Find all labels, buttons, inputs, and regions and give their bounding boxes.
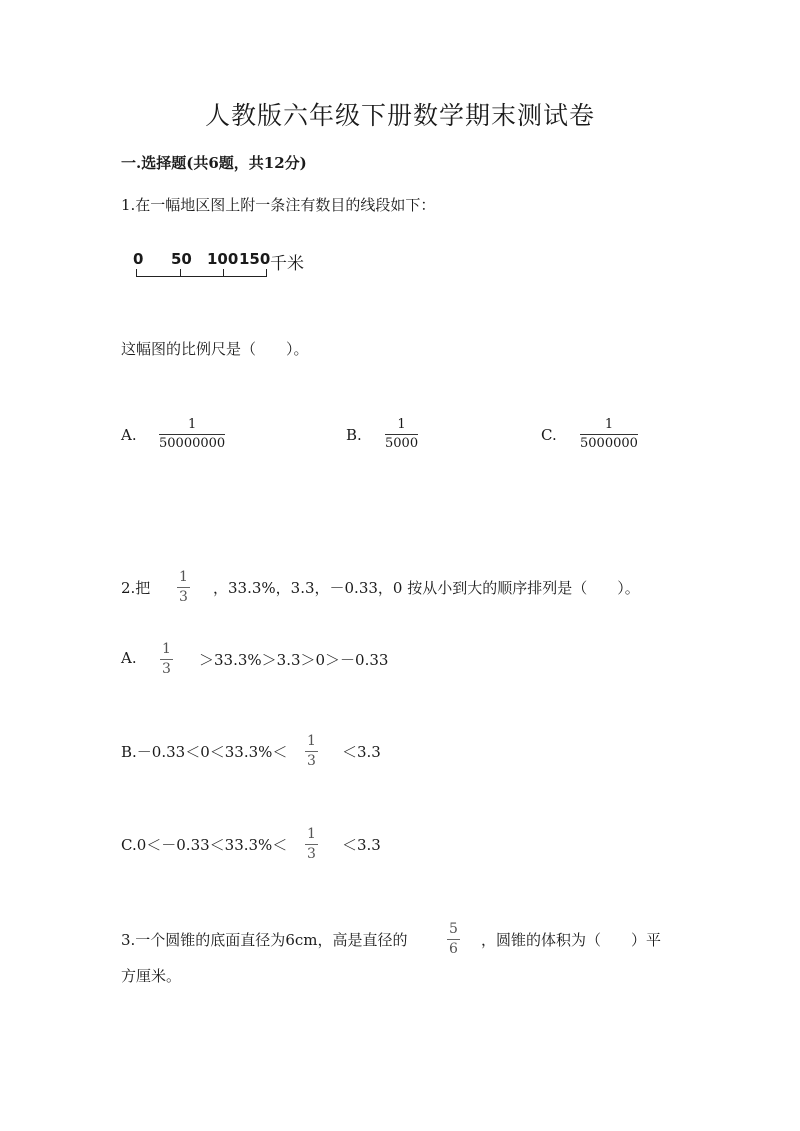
- page-title: 人教版六年级下册数学期末测试卷: [204, 101, 595, 130]
- fraction-denominator: 3: [162, 661, 171, 677]
- fraction-bar: [305, 844, 318, 845]
- option-b-label: B.: [346, 426, 362, 444]
- q2-option-c-rest: ＜3.3: [342, 836, 381, 854]
- scale-tick: [266, 269, 267, 277]
- option-c-fraction: [580, 418, 638, 451]
- fraction-denominator: 3: [307, 846, 316, 862]
- fraction-numerator: 1: [187, 417, 197, 432]
- fraction-numerator: 1: [604, 417, 614, 432]
- question-3-line2: 方厘米。: [121, 967, 182, 985]
- fraction-denominator: 3: [307, 753, 316, 769]
- scale-label-100: 100: [207, 250, 239, 268]
- fraction-numerator: 5: [449, 921, 458, 937]
- scale-tick: [180, 269, 181, 277]
- fraction-bar: [305, 751, 318, 752]
- question-2-suffix: ，33.3%，3.3，－0.33，0 按从小到大的顺序排列是（ ）。: [213, 579, 640, 597]
- q2-option-c-fraction: [305, 827, 318, 862]
- fraction-numerator: 1: [162, 641, 171, 657]
- option-b-fraction: [385, 418, 418, 451]
- fraction-numerator: 1: [179, 569, 188, 585]
- scale-unit: 千米: [270, 254, 304, 274]
- fraction-denominator: 5000000: [580, 436, 638, 451]
- scale-label-0: 0: [133, 250, 144, 268]
- question-1-stem: 1.在一幅地区图上附一条注有数目的线段如下：: [121, 196, 436, 214]
- question-3-prefix: 3.一个圆锥的底面直径为6cm，高是直径的: [121, 931, 408, 949]
- fraction-bar: [580, 434, 638, 435]
- scale-label-50: 50: [171, 250, 192, 268]
- scale-label-150: 150: [239, 250, 271, 268]
- q2-option-a-rest: ＞33.3%＞3.3＞0＞－0.33: [199, 651, 389, 669]
- fraction-bar: [160, 659, 173, 660]
- fraction-bar: [159, 434, 225, 435]
- scale-tick: [223, 269, 224, 277]
- fraction-bar: [177, 587, 190, 588]
- scale-line: [136, 276, 267, 277]
- fraction-numerator: 1: [307, 826, 316, 842]
- option-a-label: A.: [121, 426, 137, 444]
- option-a-fraction: [159, 418, 225, 451]
- q2-option-b-label: B.－0.33＜0＜33.3%＜: [121, 743, 288, 761]
- option-c-label: C.: [541, 426, 557, 444]
- question-1-text: 这幅图的比例尺是（ ）。: [121, 340, 309, 358]
- fraction-denominator: 6: [449, 941, 458, 957]
- fraction-numerator: 1: [397, 417, 406, 432]
- fraction-bar: [447, 939, 460, 940]
- question-3-suffix: ，圆锥的体积为（ ）平: [481, 931, 662, 949]
- q2-option-b-rest: ＜3.3: [342, 743, 381, 761]
- fraction-bar: [385, 434, 418, 435]
- question-2-prefix: 2.把: [121, 579, 151, 597]
- fraction-denominator: 3: [179, 589, 188, 605]
- q2-option-c-label: C.0＜－0.33＜33.3%＜: [121, 836, 288, 854]
- q2-option-a-label: A.: [121, 649, 137, 667]
- q2-option-b-fraction: [305, 734, 318, 769]
- q2-option-a-fraction: [160, 642, 173, 677]
- scale-tick: [136, 269, 137, 277]
- scale-bar-figure: [133, 250, 323, 285]
- question-2-fraction: [177, 570, 190, 605]
- section-heading: 一.选择题(共6题，共12分): [121, 154, 307, 172]
- fraction-denominator: 50000000: [159, 436, 226, 451]
- question-3-fraction: [447, 922, 460, 957]
- fraction-denominator: 5000: [385, 436, 419, 451]
- fraction-numerator: 1: [307, 733, 316, 749]
